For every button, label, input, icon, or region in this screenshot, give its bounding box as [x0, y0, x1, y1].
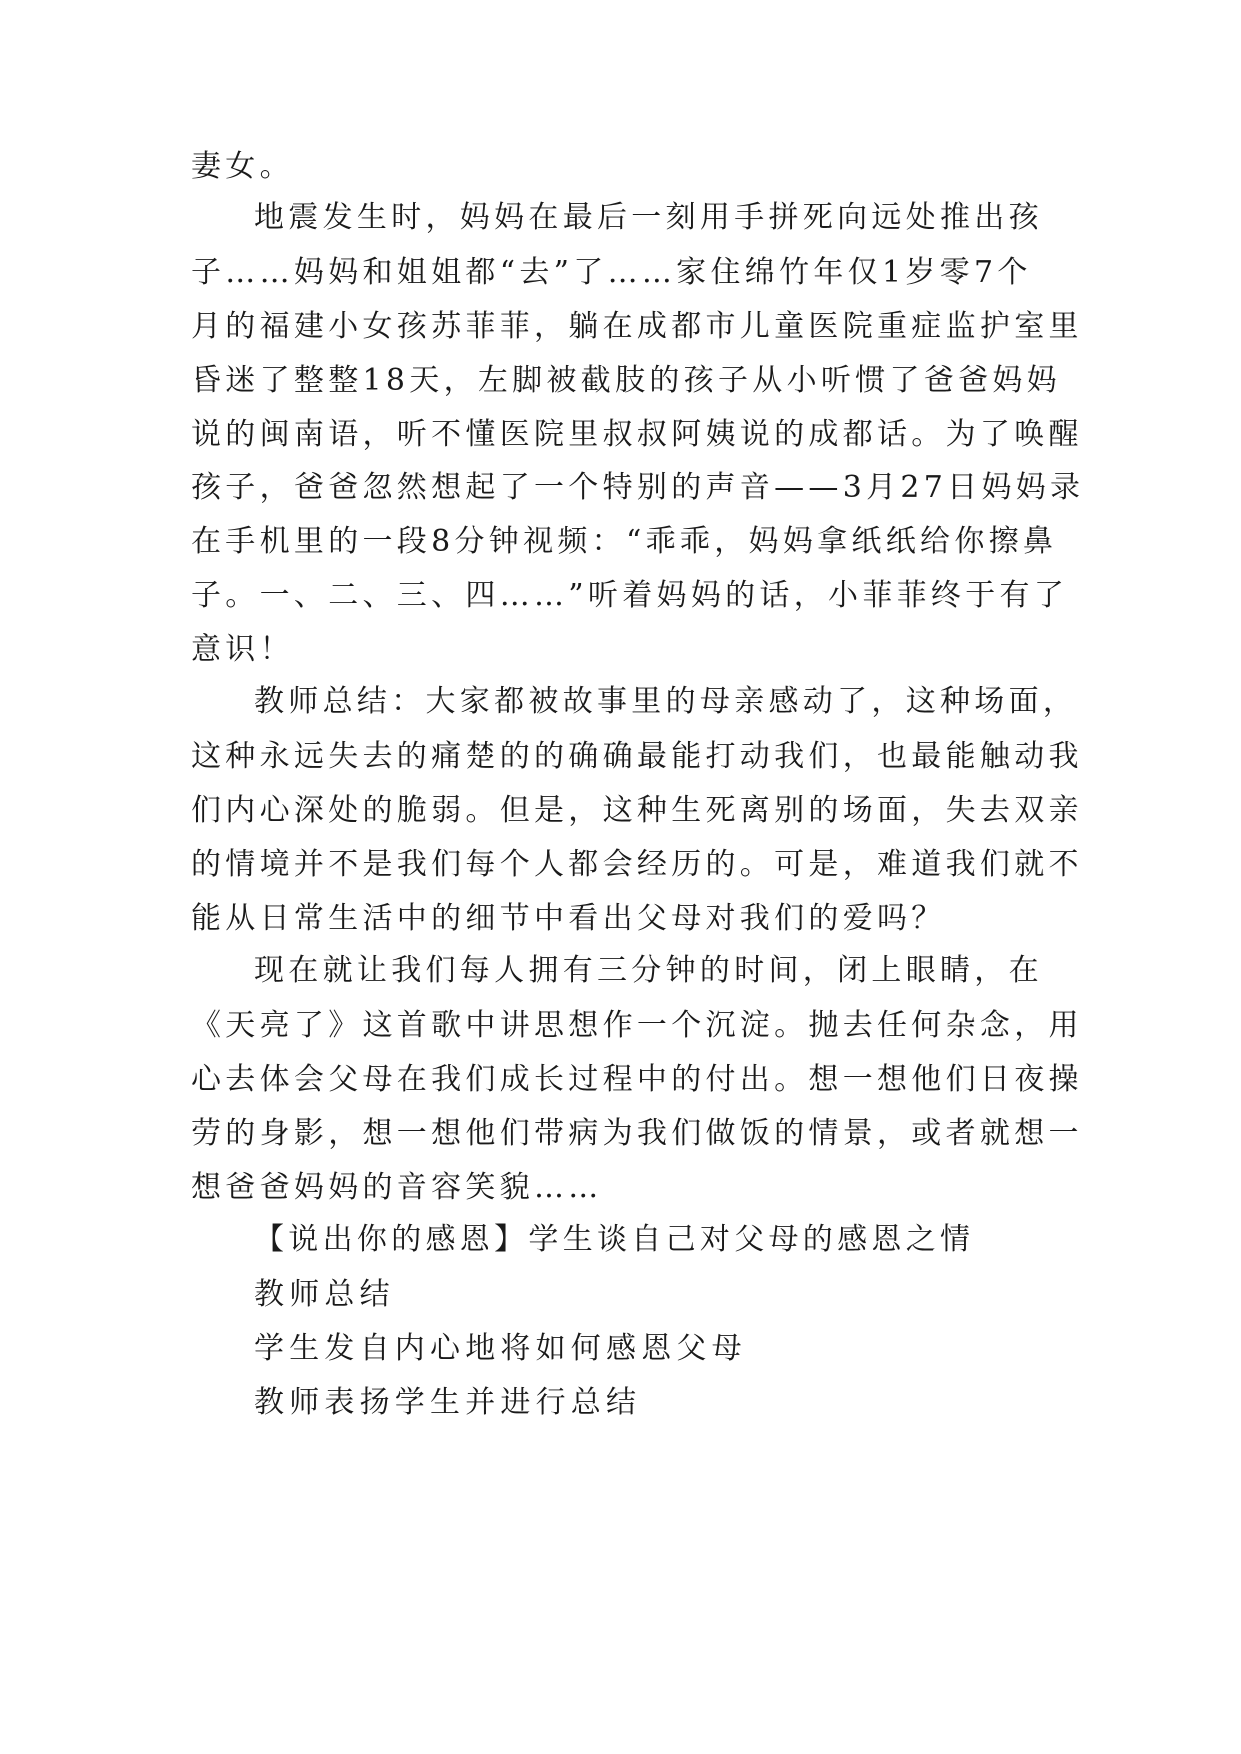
text-line: 意识！: [191, 632, 294, 667]
text-line: 学生发自内心地将如何感恩父母: [254, 1331, 747, 1366]
text-line: 这种永远失去的痛楚的的确确最能打动我们，也最能触动我: [191, 739, 1083, 774]
text-line: 月的福建小女孩苏菲菲，躺在成都市儿童医院重症监护室里: [191, 309, 1083, 344]
text-line: 想爸爸妈妈的音容笑貌……: [191, 1170, 603, 1205]
section-heading: 【说出你的感恩】学生谈自己对父母的感恩之情: [254, 1222, 975, 1257]
text-line: 在手机里的一段8分钟视频：“乖乖，妈妈拿纸纸给你擦鼻: [191, 524, 1058, 559]
paragraph-first-line: 地震发生时，妈妈在最后一刻用手拼死向远处推出孩: [254, 200, 1043, 235]
text-line: 《天亮了》这首歌中讲思想作一个沉淀。抛去任何杂念，用: [191, 1008, 1083, 1043]
text-line: 能从日常生活中的细节中看出父母对我们的爱吗？: [191, 901, 946, 936]
text-line: 昏迷了整整18天，左脚被截肢的孩子从小听惯了爸爸妈妈: [191, 363, 1061, 398]
text-line: 子……妈妈和姐姐都“去”了……家住绵竹年仅1岁零7个: [191, 255, 1032, 290]
paragraph-first-line: 现在就让我们每人拥有三分钟的时间，闭上眼睛，在: [254, 953, 1043, 988]
text-line: 妻女。: [191, 149, 294, 184]
text-line: 孩子，爸爸忽然想起了一个特别的声音——3月27日妈妈录: [191, 470, 1085, 505]
text-line: 教师总结: [254, 1277, 395, 1312]
paragraph-first-line: 教师总结：大家都被故事里的母亲感动了，这种场面，: [254, 684, 1078, 719]
text-line: 们内心深处的脆弱。但是，这种生死离别的场面，失去双亲: [191, 793, 1083, 828]
text-line: 说的闽南语，听不懂医院里叔叔阿姨说的成都话。为了唤醒: [191, 417, 1083, 452]
text-line: 的情境并不是我们每个人都会经历的。可是，难道我们就不: [191, 847, 1083, 882]
text-line: 教师表扬学生并进行总结: [254, 1385, 642, 1420]
text-line: 劳的身影，想一想他们带病为我们做饭的情景，或者就想一: [191, 1116, 1083, 1151]
text-line: 子。一、二、三、四……”听着妈妈的话，小菲菲终于有了: [191, 578, 1069, 613]
text-line: 心去体会父母在我们成长过程中的付出。想一想他们日夜操: [191, 1062, 1083, 1097]
